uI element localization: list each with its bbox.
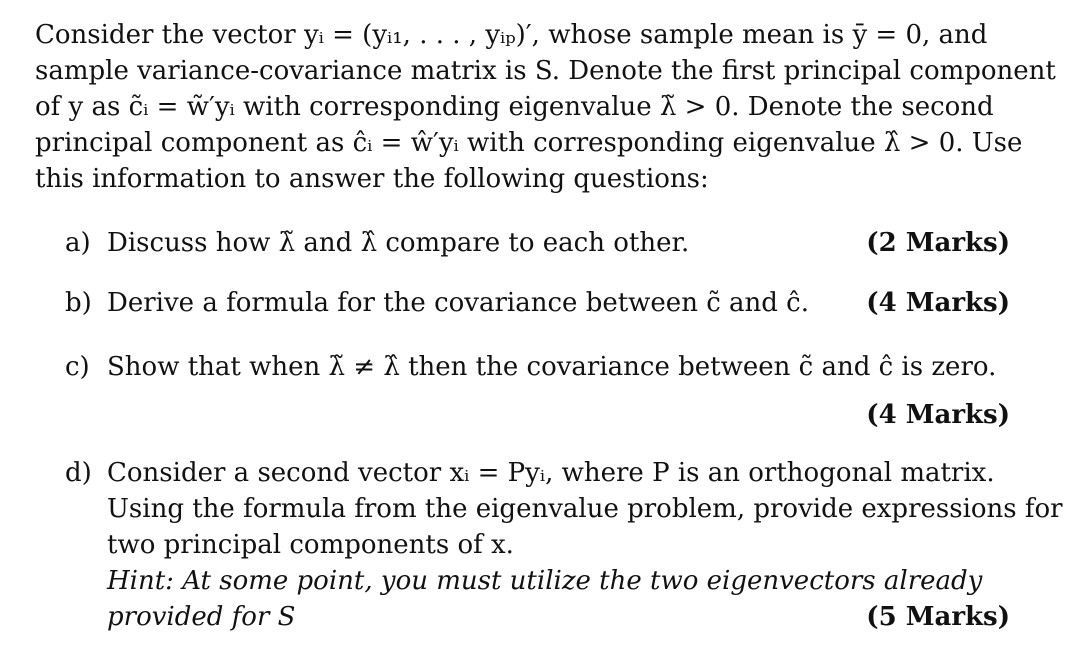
question-c (65, 349, 1010, 433)
question-text-line: Consider a second vector xᵢ = Pyᵢ, where P is an orthogonal matrix. (107, 458, 995, 488)
hint-last-row (107, 599, 1010, 635)
question-text: Show that when λ̃ ≠ λ̂ then the covariance between c̃ and ĉ is zero. (107, 352, 997, 382)
question-text-line: two principal components of x. (107, 530, 514, 560)
question-label: d) (65, 458, 92, 488)
intro-line: of y as c̃ᵢ = w̃′yᵢ with corresponding eigenvalue λ̃ > 0. Denote the second (35, 92, 994, 122)
marks-badge: (2 Marks) (866, 228, 1010, 258)
question-text: Derive a formula for the covariance between c̃ and ĉ. (107, 288, 810, 318)
question-list (35, 225, 1063, 635)
intro-paragraph (35, 17, 1056, 197)
question-text: Discuss how λ̃ and λ̂ compare to each other. (107, 228, 690, 258)
intro-line: Consider the vector yᵢ = (yᵢ₁, . . . , yᵢₚ)′, whose sample mean is ȳ = 0, and (35, 20, 988, 50)
hint-line: provided for S (107, 602, 296, 632)
question-d (65, 455, 1063, 635)
question-a (65, 225, 1010, 261)
question-label: a) (65, 228, 91, 258)
marks-badge: (5 Marks) (866, 602, 1010, 632)
question-label: c) (65, 352, 90, 382)
intro-line: this information to answer the following questions: (35, 164, 709, 194)
marks-badge: (4 Marks) (866, 400, 1010, 430)
hint-line: Hint: At some point, you must utilize the two eigenvectors already (107, 566, 983, 596)
question-b (65, 285, 1010, 321)
question-document (35, 17, 1063, 635)
question-text-line: Using the formula from the eigenvalue problem, provide expressions for (107, 494, 1063, 524)
intro-line: sample variance-covariance matrix is S. Denote the first principal component (35, 56, 1056, 86)
question-text (107, 455, 1063, 635)
intro-line: principal component as ĉᵢ = ŵ′yᵢ with corresponding eigenvalue λ̂ > 0. Use (35, 128, 1023, 158)
marks-badge: (4 Marks) (866, 288, 1010, 318)
question-label: b) (65, 288, 92, 318)
